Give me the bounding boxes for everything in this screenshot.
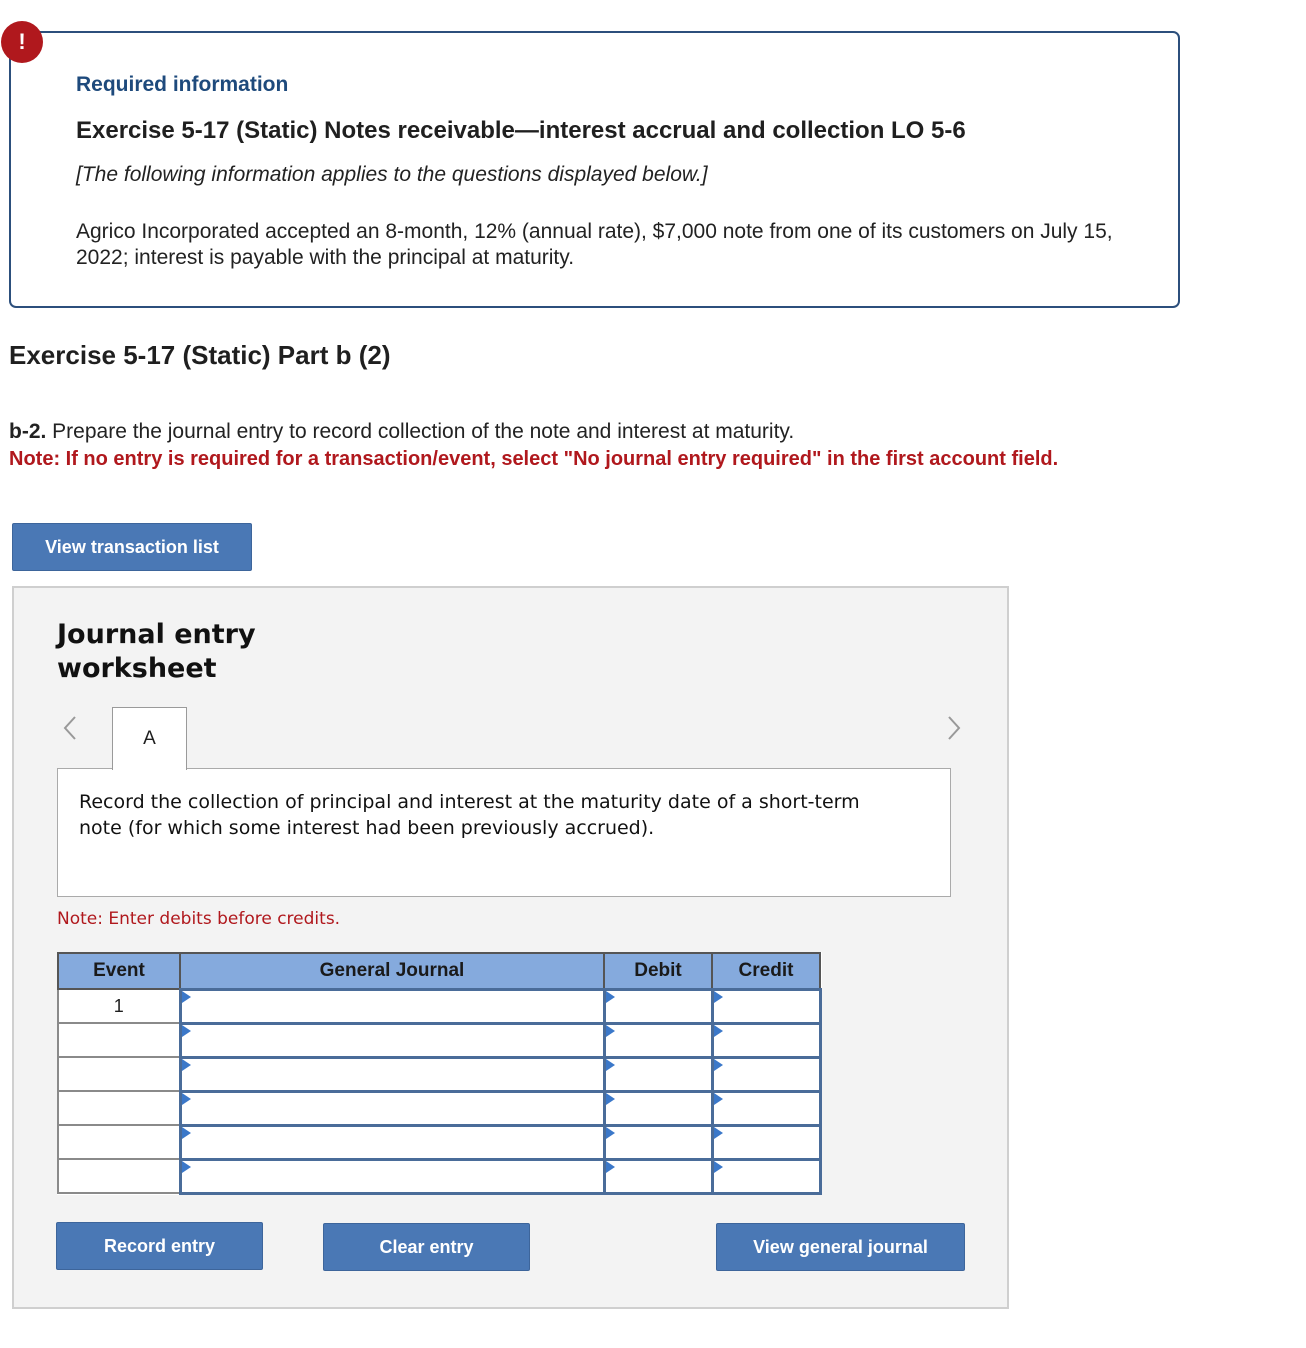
credit-input[interactable]	[712, 1091, 820, 1125]
dropdown-indicator-icon	[714, 1059, 723, 1071]
account-select[interactable]	[180, 1057, 604, 1091]
dropdown-indicator-icon	[714, 1025, 723, 1037]
required-info-label: Required information	[76, 73, 289, 96]
column-header-credit: Credit	[712, 953, 820, 989]
required-info-box	[9, 31, 1180, 308]
debit-input[interactable]	[604, 1159, 712, 1193]
table-row	[58, 989, 820, 1023]
dropdown-indicator-icon	[606, 1059, 615, 1071]
dropdown-indicator-icon	[182, 1025, 191, 1037]
dropdown-indicator-icon	[606, 1093, 615, 1105]
credit-input[interactable]	[712, 1159, 820, 1193]
event-cell	[58, 1125, 180, 1159]
transaction-description-box	[57, 768, 951, 897]
event-cell	[58, 1091, 180, 1125]
event-cell	[58, 1057, 180, 1091]
next-arrow-icon[interactable]	[942, 708, 966, 748]
event-cell: 1	[58, 989, 180, 1023]
clear-entry-button[interactable]: Clear entry	[323, 1223, 530, 1271]
alert-icon: !	[1, 21, 43, 63]
part-title: Exercise 5-17 (Static) Part b (2)	[9, 340, 391, 370]
info-paragraph: Agrico Incorporated accepted an 8-month, 12% (annual rate), $7,000 note from one of its customers on July 15, 2022; interest is payable with the principal at maturity.	[76, 220, 1113, 269]
exercise-title: Exercise 5-17 (Static) Notes receivable—interest accrual and collection LO 5-6	[76, 117, 966, 144]
debit-input[interactable]	[604, 1023, 712, 1057]
worksheet-title	[57, 618, 256, 686]
account-select[interactable]	[180, 1091, 604, 1125]
dropdown-indicator-icon	[606, 1161, 615, 1173]
dropdown-indicator-icon	[182, 1059, 191, 1071]
credit-input[interactable]	[712, 1125, 820, 1159]
dropdown-indicator-icon	[182, 1093, 191, 1105]
table-row	[58, 1057, 820, 1091]
journal-table	[57, 952, 822, 1195]
column-header-general-journal: General Journal	[180, 953, 604, 989]
dropdown-indicator-icon	[606, 1127, 615, 1139]
debit-input[interactable]	[604, 989, 712, 1023]
transaction-description: Record the collection of principal and interest at the maturity date of a short-term note (for which some interest had been previously accrued).	[79, 791, 860, 839]
dropdown-indicator-icon	[714, 1161, 723, 1173]
dropdown-indicator-icon	[714, 1127, 723, 1139]
dropdown-indicator-icon	[606, 991, 615, 1003]
view-general-journal-button[interactable]: View general journal	[716, 1223, 965, 1271]
table-row	[58, 1023, 820, 1057]
instruction-prefix: b-2.	[9, 420, 47, 443]
debits-before-credits-note: Note: Enter debits before credits.	[57, 909, 341, 929]
debit-input[interactable]	[604, 1057, 712, 1091]
account-select[interactable]	[180, 989, 604, 1023]
instruction-text: Prepare the journal entry to record collection of the note and interest at maturity.	[46, 420, 795, 443]
dropdown-indicator-icon	[182, 1161, 191, 1173]
record-entry-button[interactable]: Record entry	[56, 1222, 263, 1270]
worksheet-title-line1: Journal entry	[57, 619, 256, 650]
table-row	[58, 1125, 820, 1159]
debit-input[interactable]	[604, 1125, 712, 1159]
view-transaction-list-button[interactable]: View transaction list	[12, 523, 252, 571]
credit-input[interactable]	[712, 1023, 820, 1057]
previous-arrow-icon[interactable]	[58, 708, 82, 748]
debit-input[interactable]	[604, 1091, 712, 1125]
credit-input[interactable]	[712, 989, 820, 1023]
dropdown-indicator-icon	[182, 991, 191, 1003]
tab-a[interactable]: A	[112, 707, 187, 770]
table-row	[58, 1091, 820, 1125]
info-applies-note: [The following information applies to the questions displayed below.]	[76, 163, 708, 186]
no-entry-note: Note: If no entry is required for a transaction/event, select "No journal entry required" in the first account field.	[9, 448, 1059, 470]
worksheet-title-line2: worksheet	[57, 653, 217, 684]
dropdown-indicator-icon	[714, 991, 723, 1003]
journal-entry-worksheet	[12, 586, 1009, 1309]
dropdown-indicator-icon	[606, 1025, 615, 1037]
account-select[interactable]	[180, 1125, 604, 1159]
dropdown-indicator-icon	[182, 1127, 191, 1139]
column-header-event: Event	[58, 953, 180, 989]
event-cell	[58, 1159, 180, 1193]
instruction	[9, 420, 794, 444]
dropdown-indicator-icon	[714, 1093, 723, 1105]
account-select[interactable]	[180, 1159, 604, 1193]
table-row	[58, 1159, 820, 1193]
event-cell	[58, 1023, 180, 1057]
account-select[interactable]	[180, 1023, 604, 1057]
credit-input[interactable]	[712, 1057, 820, 1091]
column-header-debit: Debit	[604, 953, 712, 989]
